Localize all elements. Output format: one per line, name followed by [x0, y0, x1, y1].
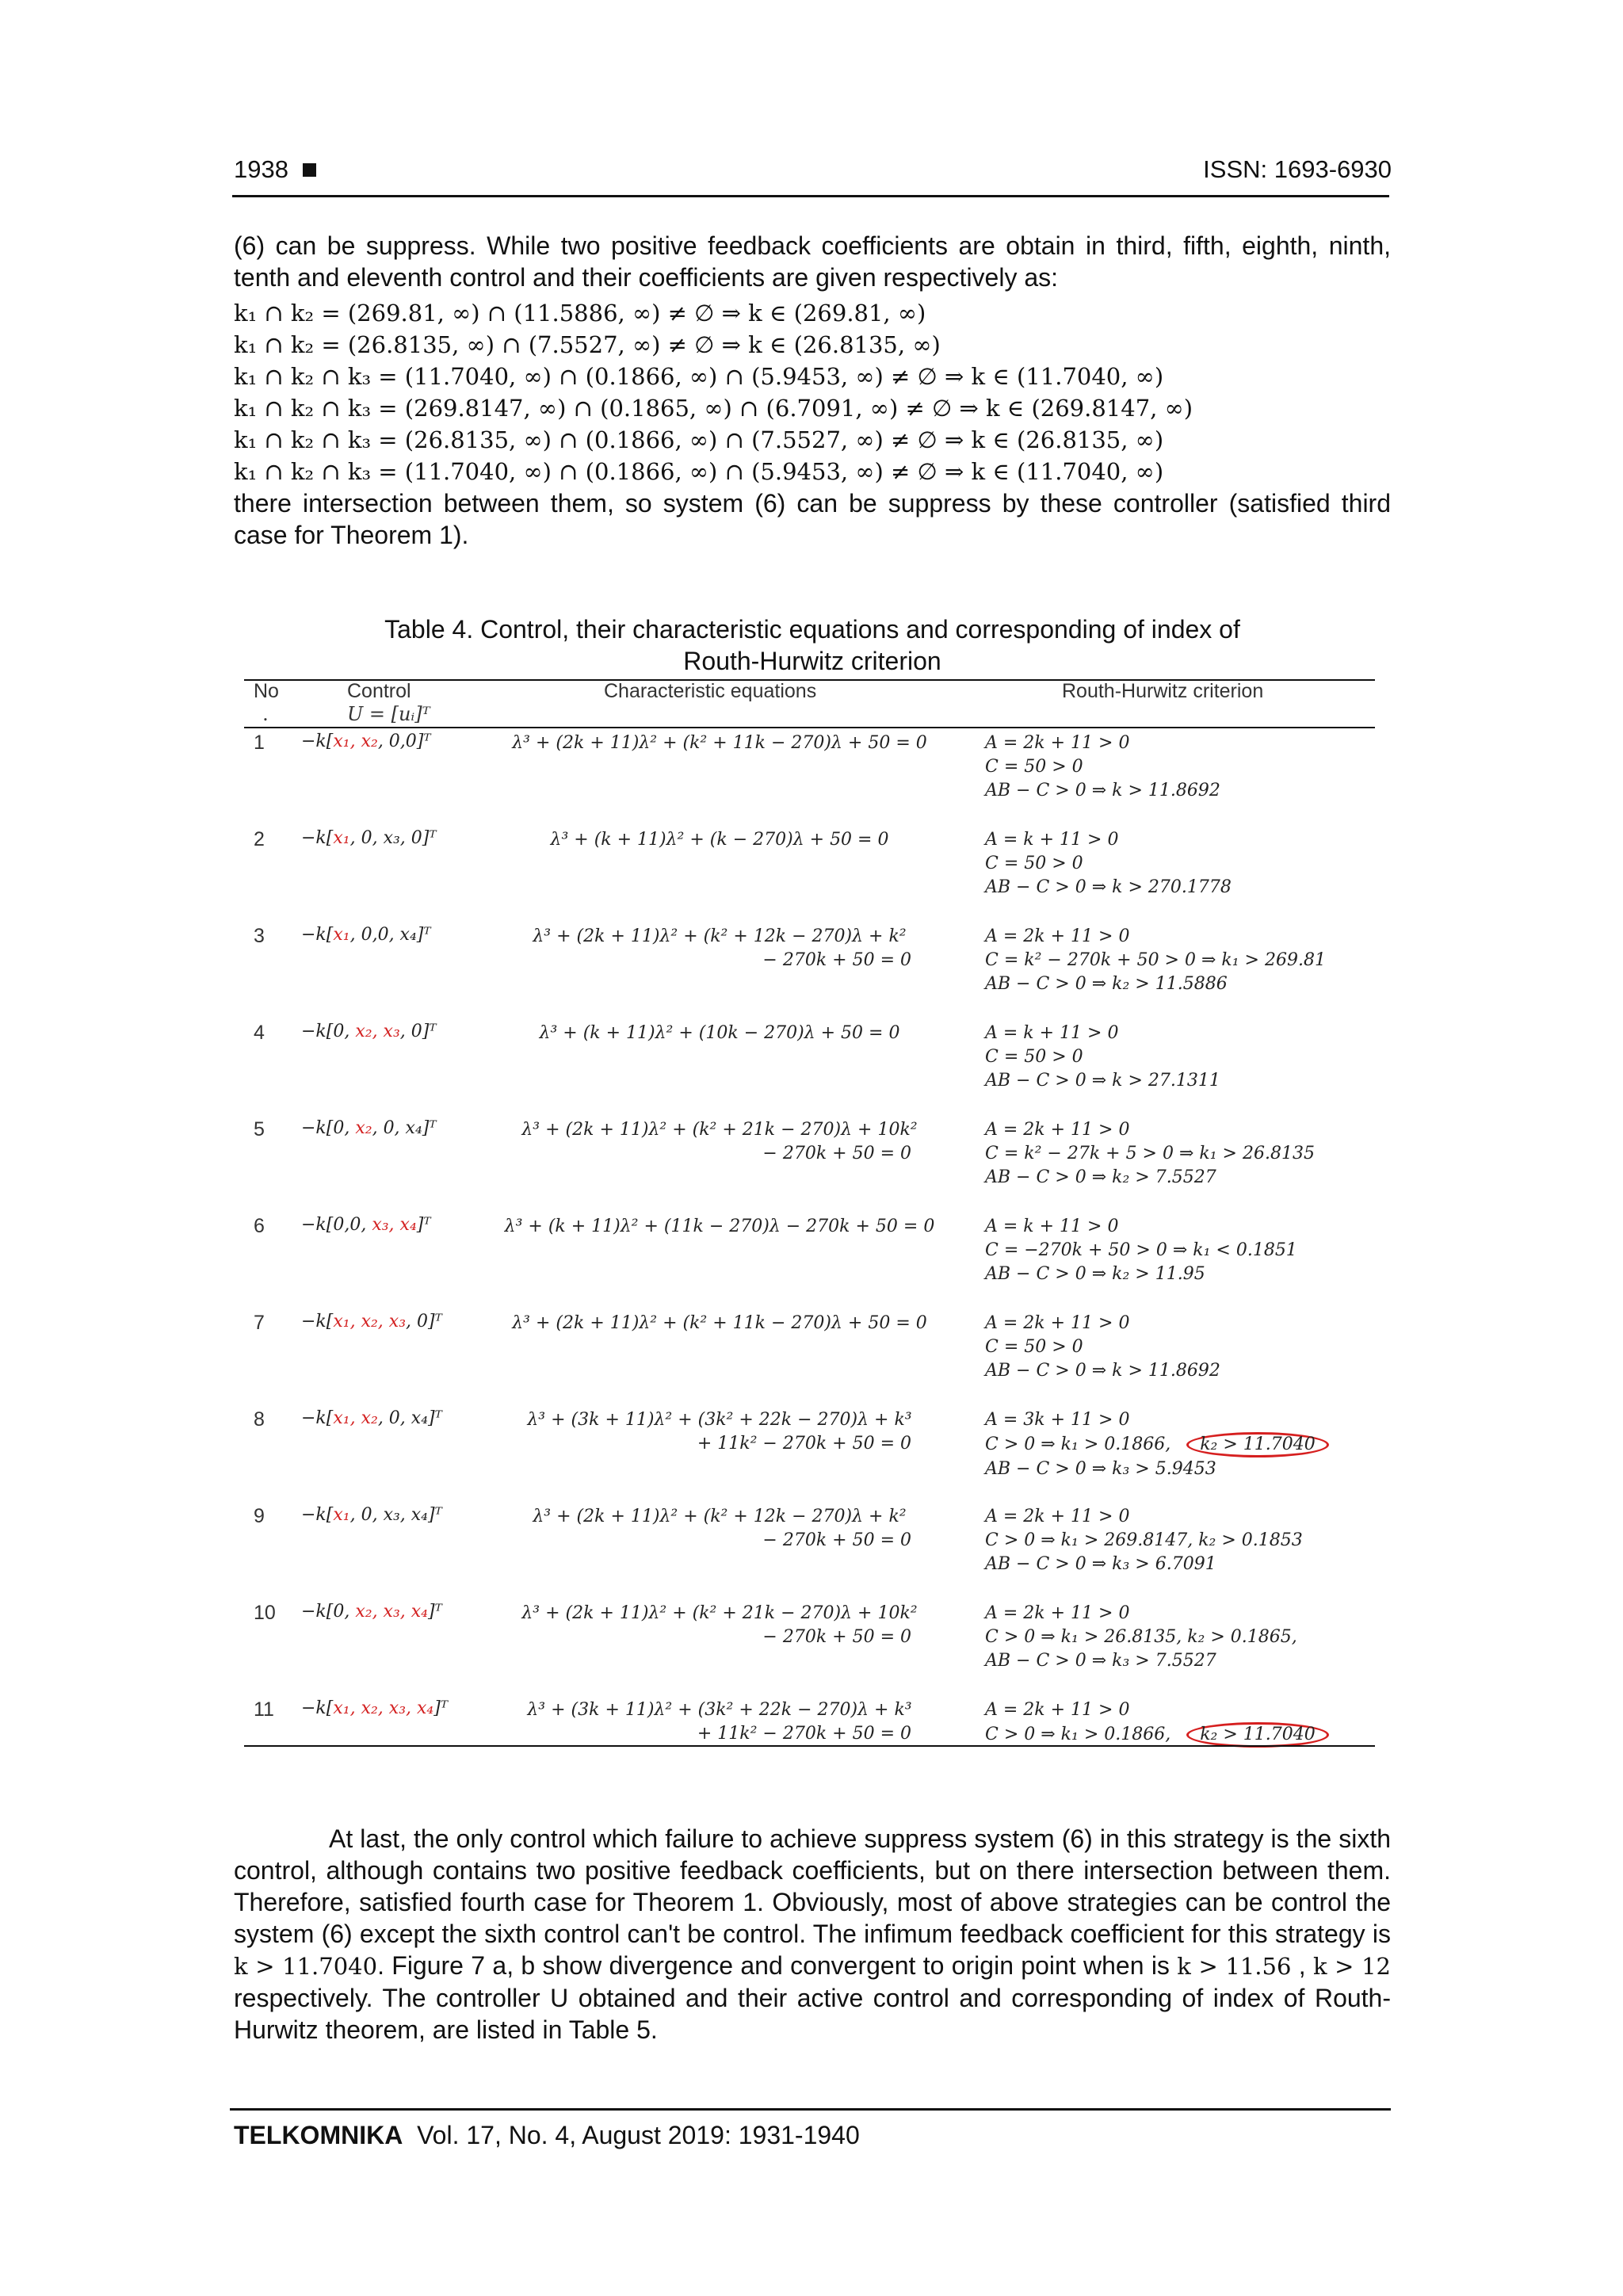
control-vector: −k[x₁, x₂, x₃, 0]ᵀ: [301, 1312, 442, 1331]
routh-hurwitz-criterion: A = 2k + 11 > 0 C > 0 ⇒ k₁ > 0.1866, k₂ > 11.7040: [985, 1698, 1373, 1748]
control-vector: −k[0, x₂, 0, x₄]ᵀ: [301, 1118, 437, 1138]
routh-hurwitz-criterion: A = k + 11 > 0 C = −270k + 50 > 0 ⇒ k₁ < 0.1851 AB − C > 0 ⇒ k₂ > 11.95: [985, 1217, 1297, 1284]
characteristic-equation: λ³ + (2k + 11)λ² + (k² + 11k − 270)λ + 50 = 0: [512, 1313, 927, 1333]
table-row: 9 −k[x₁, 0, x₃, x₄]ᵀ λ³ + (2k + 11)λ² + (k² + 12k − 270)λ + k² − 270k + 50 = 0 A = 2k + 11 > 0 C > 0 ⇒ k₁ > 269.8147, k₂ > 0.1853 AB − C > 0 ⇒ k₃ > 6.7091: [244, 1505, 1375, 1600]
routh-hurwitz-criterion: A = 3k + 11 > 0 C > 0 ⇒ k₁ > 0.1866, k₂ > 11.7040 AB − C > 0 ⇒ k₃ > 5.9453: [985, 1408, 1373, 1481]
page-number: 1938: [234, 155, 316, 184]
control-vector: −k[x₁, 0,0, x₄]ᵀ: [301, 925, 431, 945]
intersection-line: k₁ ∩ k₂ ∩ k₃ = (26.8135, ∞) ∩ (0.1866, ∞) ∩ (7.5527, ∞) ≠ ∅ ⇒ k ∈ (26.8135, ∞): [234, 426, 1164, 453]
after-intersections-paragraph: there intersection between them, so system (6) can be suppress by these controller (satisfied third case for Theorem 1).: [234, 489, 1391, 549]
table-row: 2 −k[x₁, 0, x₃, 0]ᵀ λ³ + (k + 11)λ² + (k − 270)λ + 50 = 0 A = k + 11 > 0 C = 50 > 0 AB − C > 0 ⇒ k > 270.1778: [244, 828, 1375, 923]
control-vector: −k[0, x₂, x₃, 0]ᵀ: [301, 1022, 437, 1041]
table-caption: Table 4. Control, their characteristic equations and corresponding of index of Routh-Hurwitz criterion: [384, 615, 1240, 675]
characteristic-equation: λ³ + (k + 11)λ² + (k − 270)λ + 50 = 0: [550, 830, 889, 850]
issn: ISSN: 1693-6930: [1203, 155, 1392, 183]
control-vector: −k[x₁, 0, x₃, 0]ᵀ: [301, 828, 437, 848]
table-row: 7 −k[x₁, x₂, x₃, 0]ᵀ λ³ + (2k + 11)λ² + (k² + 11k − 270)λ + 50 = 0 A = 2k + 11 > 0 C = 50 > 0 AB − C > 0 ⇒ k > 11.8692: [244, 1312, 1375, 1407]
square-bullet-icon: [303, 163, 316, 177]
table-row: 3 −k[x₁, 0,0, x₄]ᵀ λ³ + (2k + 11)λ² + (k² + 12k − 270)λ + k² − 270k + 50 = 0 A = 2k + 11 > 0 C = k² − 270k + 50 > 0 ⇒ k₁ > 269.81 AB − C > 0 ⇒ k₂ > 11.5886: [244, 925, 1375, 1020]
highlight-circle: k₂ > 11.7040: [1186, 1432, 1329, 1457]
routh-hurwitz-criterion: A = 2k + 11 > 0 C > 0 ⇒ k₁ > 269.8147, k₂ > 0.1853 AB − C > 0 ⇒ k₃ > 6.7091: [985, 1507, 1303, 1574]
header-equations: Characteristic equations: [604, 680, 817, 702]
characteristic-equation: λ³ + (2k + 11)λ² + (k² + 11k − 270)λ + 50 = 0: [512, 733, 927, 753]
header-criterion: Routh-Hurwitz criterion: [1062, 680, 1264, 702]
footer-rule: [230, 2108, 1391, 2111]
intersection-line: k₁ ∩ k₂ = (269.81, ∞) ∩ (11.5886, ∞) ≠ ∅ ⇒ k ∈ (269.81, ∞): [234, 300, 926, 327]
characteristic-equation: λ³ + (2k + 11)λ² + (k² + 21k − 270)λ + 10k² − 270k + 50 = 0: [521, 1120, 918, 1163]
table-row: 8 −k[x₁, x₂, 0, x₄]ᵀ λ³ + (3k + 11)λ² + (3k² + 22k − 270)λ + k³ + 11k² − 270k + 50 = 0 A = 3k + 11 > 0 C > 0 ⇒ k₁ > 0.1866, k₂ > 11.7040 AB − C > 0 ⇒ k₃ > 5.9453: [244, 1408, 1375, 1503]
table-row: 4 −k[0, x₂, x₃, 0]ᵀ λ³ + (k + 11)λ² + (10k − 270)λ + 50 = 0 A = k + 11 > 0 C = 50 > 0 AB − C > 0 ⇒ k > 27.1311: [244, 1022, 1375, 1117]
characteristic-equation: λ³ + (2k + 11)λ² + (k² + 21k − 270)λ + 10k² − 270k + 50 = 0: [521, 1603, 918, 1647]
routh-hurwitz-criterion: A = k + 11 > 0 C = 50 > 0 AB − C > 0 ⇒ k > 270.1778: [985, 830, 1232, 897]
control-vector: −k[0, x₂, x₃, x₄]ᵀ: [301, 1602, 442, 1622]
conclusion-paragraph: At last, the only control which failure to achieve suppress system (6) in this strategy is the sixth control, although contains two positive feedback coefficients, but on there intersection between them. Therefore, satisfied fourth case for Theorem 1. Obviously, most of above strategies can be control the system (6) except the sixth control can't be control. The infimum feedback coefficient for this strategy is k > 11.7040. Figure 7 a, b show divergence and convergent to origin point when is k > 11.56 , k > 12 respectively. The controller U obtained and their active control and corresponding of index of Routh-Hurwitz theorem, are listed in Table 5.: [234, 1824, 1391, 2044]
table-header-rule: [244, 727, 1375, 728]
table-row: 6 −k[0,0, x₃, x₄]ᵀ λ³ + (k + 11)λ² + (11k − 270)λ − 270k + 50 = 0 A = k + 11 > 0 C = −270k + 50 > 0 ⇒ k₁ < 0.1851 AB − C > 0 ⇒ k₂ > 11.95: [244, 1215, 1375, 1310]
control-vector: −k[x₁, x₂, x₃, x₄]ᵀ: [301, 1698, 449, 1718]
table-bottom-rule: [244, 1745, 1375, 1747]
intersection-line: k₁ ∩ k₂ ∩ k₃ = (11.7040, ∞) ∩ (0.1866, ∞) ∩ (5.9453, ∞) ≠ ∅ ⇒ k ∈ (11.7040, ∞): [234, 363, 1164, 390]
routh-hurwitz-criterion: A = k + 11 > 0 C = 50 > 0 AB − C > 0 ⇒ k > 27.1311: [985, 1023, 1220, 1091]
routh-hurwitz-criterion: A = 2k + 11 > 0 C = k² − 27k + 5 > 0 ⇒ k₁ > 26.8135 AB − C > 0 ⇒ k₂ > 7.5527: [985, 1120, 1315, 1187]
intersection-line: k₁ ∩ k₂ ∩ k₃ = (11.7040, ∞) ∩ (0.1866, ∞) ∩ (5.9453, ∞) ≠ ∅ ⇒ k ∈ (11.7040, ∞): [234, 458, 1164, 485]
control-vector: −k[x₁, x₂, 0,0]ᵀ: [301, 732, 431, 751]
routh-hurwitz-criterion: A = 2k + 11 > 0 C = 50 > 0 AB − C > 0 ⇒ k > 11.8692: [985, 1313, 1220, 1381]
characteristic-equation: λ³ + (k + 11)λ² + (10k − 270)λ + 50 = 0: [539, 1023, 900, 1043]
control-vector: −k[x₁, 0, x₃, x₄]ᵀ: [301, 1505, 442, 1525]
table-row: 5 −k[0, x₂, 0, x₄]ᵀ λ³ + (2k + 11)λ² + (k² + 21k − 270)λ + 10k² − 270k + 50 = 0 A = 2k + 11 > 0 C = k² − 27k + 5 > 0 ⇒ k₁ > 26.8135 AB − C > 0 ⇒ k₂ > 7.5527: [244, 1118, 1375, 1213]
routh-hurwitz-criterion: A = 2k + 11 > 0 C = k² − 270k + 50 > 0 ⇒ k₁ > 269.81 AB − C > 0 ⇒ k₂ > 11.5886: [985, 926, 1326, 994]
characteristic-equation: λ³ + (k + 11)λ² + (11k − 270)λ − 270k + 50 = 0: [504, 1217, 935, 1236]
characteristic-equation: λ³ + (2k + 11)λ² + (k² + 12k − 270)λ + k² − 270k + 50 = 0: [533, 926, 911, 970]
table-row: 1 −k[x₁, x₂, 0,0]ᵀ λ³ + (2k + 11)λ² + (k² + 11k − 270)λ + 50 = 0 A = 2k + 11 > 0 C = 50 > 0 AB − C > 0 ⇒ k > 11.8692: [244, 732, 1375, 827]
intersection-line: k₁ ∩ k₂ = (26.8135, ∞) ∩ (7.5527, ∞) ≠ ∅ ⇒ k ∈ (26.8135, ∞): [234, 331, 941, 358]
routh-hurwitz-criterion: A = 2k + 11 > 0 C = 50 > 0 AB − C > 0 ⇒ k > 11.8692: [985, 733, 1220, 800]
characteristic-equation: λ³ + (3k + 11)λ² + (3k² + 22k − 270)λ + k³ + 11k² − 270k + 50 = 0: [527, 1410, 912, 1454]
control-vector: −k[x₁, x₂, 0, x₄]ᵀ: [301, 1408, 442, 1428]
header-no: No .: [254, 680, 279, 725]
characteristic-equation: λ³ + (2k + 11)λ² + (k² + 12k − 270)λ + k² − 270k + 50 = 0: [533, 1507, 911, 1550]
characteristic-equation: λ³ + (3k + 11)λ² + (3k² + 22k − 270)λ + k³ + 11k² − 270k + 50 = 0: [527, 1700, 912, 1744]
control-vector: −k[0,0, x₃, x₄]ᵀ: [301, 1215, 431, 1235]
header-rule: [232, 195, 1389, 197]
table-row: 11 −k[x₁, x₂, x₃, x₄]ᵀ λ³ + (3k + 11)λ² + (3k² + 22k − 270)λ + k³ + 11k² − 270k + 50 = 0 A = 2k + 11 > 0 C > 0 ⇒ k₁ > 0.1866, k₂ > 11.7040: [244, 1698, 1375, 1746]
highlight-circle: k₂ > 11.7040: [1186, 1722, 1329, 1748]
intersection-line: k₁ ∩ k₂ ∩ k₃ = (269.8147, ∞) ∩ (0.1865, ∞) ∩ (6.7091, ∞) ≠ ∅ ⇒ k ∈ (269.8147, ∞): [234, 395, 1193, 422]
intersection-list: [234, 297, 1391, 487]
intro-paragraph: (6) can be suppress. While two positive feedback coefficients are obtain in third, fifth, eighth, ninth, tenth and eleventh control and their coefficients are given respectively as:: [234, 231, 1391, 292]
header-control: Control U = [uᵢ]ᵀ: [347, 680, 430, 725]
routh-hurwitz-criterion: A = 2k + 11 > 0 C > 0 ⇒ k₁ > 26.8135, k₂ > 0.1865, AB − C > 0 ⇒ k₃ > 7.5527: [985, 1603, 1297, 1671]
table-row: 10 −k[0, x₂, x₃, x₄]ᵀ λ³ + (2k + 11)λ² + (k² + 21k − 270)λ + 10k² − 270k + 50 = 0 A = 2k + 11 > 0 C > 0 ⇒ k₁ > 26.8135, k₂ > 0.1865, AB − C > 0 ⇒ k₃ > 7.5527: [244, 1602, 1375, 1697]
footer: TELKOMNIKA Vol. 17, No. 4, August 2019: 1931-1940: [234, 2121, 860, 2149]
